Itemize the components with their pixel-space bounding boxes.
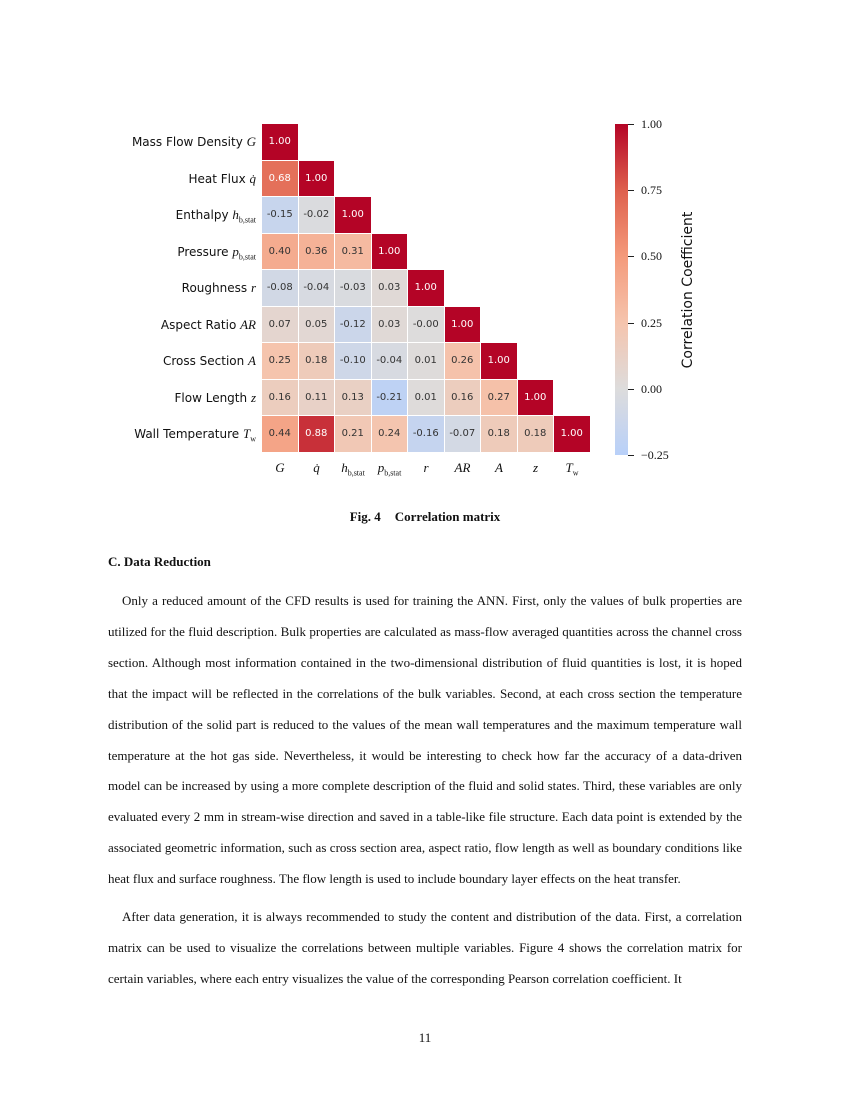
math-symbol: z <box>532 460 539 475</box>
column-label <box>262 460 298 476</box>
heatmap-cell: 0.18 <box>299 343 335 379</box>
heatmap-cell: -0.10 <box>335 343 371 379</box>
math-symbol: q̇ <box>249 170 256 186</box>
heatmap-cell: 0.44 <box>262 416 298 452</box>
heatmap-cell: 1.00 <box>372 234 408 270</box>
column-label <box>518 460 554 476</box>
heatmap-cell: 1.00 <box>262 124 298 160</box>
heatmap-cell: -0.08 <box>262 270 298 306</box>
heatmap-cell: 0.01 <box>408 380 444 416</box>
row-label-text: Pressure <box>177 244 233 259</box>
heatmap-cell: -0.04 <box>299 270 335 306</box>
row-label <box>188 161 256 197</box>
column-label <box>335 460 371 478</box>
heatmap-cell: 0.07 <box>262 307 298 343</box>
math-symbol: $h_{b,stat}$ <box>232 207 256 225</box>
heatmap-cell: 0.01 <box>408 343 444 379</box>
math-symbol: AR <box>454 460 471 475</box>
heatmap-cell: -0.12 <box>335 307 371 343</box>
heatmap-cell: 0.40 <box>262 234 298 270</box>
heatmap-cell: 0.88 <box>299 416 335 452</box>
colorbar-tick <box>628 190 634 191</box>
paragraph-2: After data generation, it is always recommended to study the content and distribution of the data. First, a correlation matrix can be used to visualize the correlations between multiple variables. Figure 4 shows the correlation matrix for certain variables, where each entry visualizes the value of the corresponding Pearson correlation coefficient. It <box>108 909 742 986</box>
heatmap-cell: 1.00 <box>335 197 371 233</box>
row-label-text: Flow Length <box>174 390 251 405</box>
math-symbol: $T_w$ <box>242 426 256 444</box>
figure-number: Fig. 4 <box>349 509 381 524</box>
heatmap-cell: 1.00 <box>408 270 444 306</box>
row-label-text: Aspect Ratio <box>160 317 241 332</box>
page-number: 11 <box>418 1030 432 1045</box>
colorbar-tick-label: −0.25 <box>641 448 669 462</box>
math-symbol: AR <box>240 316 256 332</box>
heatmap-cell: 0.16 <box>445 380 481 416</box>
heatmap-cell: 0.03 <box>372 270 408 306</box>
colorbar-tick-label: 0.75 <box>641 183 662 198</box>
colorbar-tick <box>628 323 634 324</box>
row-label-text: Mass Flow Density <box>131 135 247 149</box>
column-label <box>372 460 408 478</box>
colorbar-tick <box>628 455 634 456</box>
heatmap-cell: -0.21 <box>372 380 408 416</box>
heatmap-cell: 0.25 <box>262 343 298 379</box>
row-label <box>161 307 256 343</box>
colorbar-tick-label: 0.00 <box>641 381 662 396</box>
colorbar-tick <box>628 389 634 390</box>
column-label <box>445 460 481 476</box>
heatmap-cell: 0.13 <box>335 380 371 416</box>
colorbar-tick <box>628 124 634 125</box>
row-label-text: Wall Temperature <box>134 427 243 441</box>
section-heading: C. Data Reduction <box>108 554 211 569</box>
math-symbol: G <box>275 460 285 475</box>
heatmap-cell: -0.16 <box>408 416 444 452</box>
colorbar <box>615 124 628 455</box>
math-symbol: $h_{b,stat}$ <box>341 460 365 478</box>
heatmap-cell: 0.26 <box>445 343 481 379</box>
heatmap-cell: -0.00 <box>408 307 444 343</box>
row-label-text: Cross Section <box>162 354 249 368</box>
figure-caption <box>0 509 850 525</box>
row-label <box>134 416 256 452</box>
heatmap-cell: 1.00 <box>445 307 481 343</box>
heatmap-cell: 1.00 <box>518 380 554 416</box>
colorbar-label: Correlation Coefficient <box>680 211 696 369</box>
row-label <box>132 124 256 160</box>
colorbar-tick-label: 0.25 <box>641 315 662 330</box>
math-symbol: $p_{b,stat}$ <box>377 460 402 478</box>
row-label <box>175 380 256 416</box>
row-label <box>176 197 256 233</box>
heatmap-cell: -0.02 <box>299 197 335 233</box>
math-symbol: A <box>495 460 503 475</box>
math-symbol: $p_{b,stat}$ <box>232 243 256 262</box>
row-label-text: Heat Flux <box>188 171 250 186</box>
heatmap-cell: 0.27 <box>481 380 517 416</box>
heatmap-cell: 0.05 <box>299 307 335 343</box>
math-symbol: G <box>246 134 256 149</box>
row-label <box>177 234 256 270</box>
heatmap-cell: 0.16 <box>262 380 298 416</box>
heatmap-cell: 0.03 <box>372 307 408 343</box>
heatmap-cell: -0.15 <box>262 197 298 233</box>
colorbar-tick <box>628 256 634 257</box>
heatmap-cell: -0.07 <box>445 416 481 452</box>
correlation-heatmap <box>0 0 850 500</box>
heatmap-cell: 0.68 <box>262 161 298 197</box>
math-symbol: $T_w$ <box>565 460 579 478</box>
math-symbol: r <box>423 460 429 475</box>
row-label <box>182 270 256 306</box>
math-symbol: r <box>250 280 256 295</box>
heatmap-cell: -0.03 <box>335 270 371 306</box>
heatmap-cell: 0.36 <box>299 234 335 270</box>
heatmap-cell: 0.18 <box>518 416 554 452</box>
column-label <box>554 460 590 478</box>
heatmap-cell: 0.11 <box>299 380 335 416</box>
paragraph-1: Only a reduced amount of the CFD results is used for training the ANN. First, only the values of bulk properties are utilized for the fluid description. Bulk properties are calculated as mass-flow averaged quantities across the channel cross section. Although most information contained in the two-dimensional distribution of fluid quantities is lost, it is hoped that the impact will be reflected in the correlations of the bulk variables. Second, at each cross section the temperature distribution of the solid part is reduced to the values of the mean wall temperatures and the maximum temperature wall temperature at the hot gas side. Nevertheless, it would be interesting to check how far the accuracy of a data-driven model can be increased by using a more complete description of the fluid and solid states. Third, these variables are only evaluated every 2 mm in stream-wise direction and saved in a table-like file structure. Each data point is extended by the associated geometric information, such as cross section area, aspect ratio, flow length as well as boundary conditions like heat flux and surface roughness. The flow length is used to include boundary layer effects on the heat transfer. <box>108 593 742 887</box>
math-symbol: A <box>248 353 256 368</box>
colorbar-tick-label: 0.50 <box>641 249 662 264</box>
heatmap-cell: 1.00 <box>481 343 517 379</box>
row-label-text: Enthalpy <box>175 208 233 222</box>
heatmap-cell: -0.04 <box>372 343 408 379</box>
heatmap-cell: 1.00 <box>554 416 590 452</box>
heatmap-cell: 1.00 <box>299 161 335 197</box>
heatmap-cell: 0.21 <box>335 416 371 452</box>
row-label <box>163 343 256 379</box>
heatmap-cell: 0.31 <box>335 234 371 270</box>
figure-title: Correlation matrix <box>394 509 501 524</box>
column-label <box>408 460 444 476</box>
heatmap-cell: 0.24 <box>372 416 408 452</box>
heatmap-cell: 0.18 <box>481 416 517 452</box>
column-label <box>299 460 335 476</box>
math-symbol: q̇ <box>313 460 320 475</box>
column-label <box>481 460 517 476</box>
row-label-text: Roughness <box>181 281 251 295</box>
colorbar-tick-label: 1.00 <box>641 117 662 131</box>
math-symbol: z <box>250 389 256 405</box>
